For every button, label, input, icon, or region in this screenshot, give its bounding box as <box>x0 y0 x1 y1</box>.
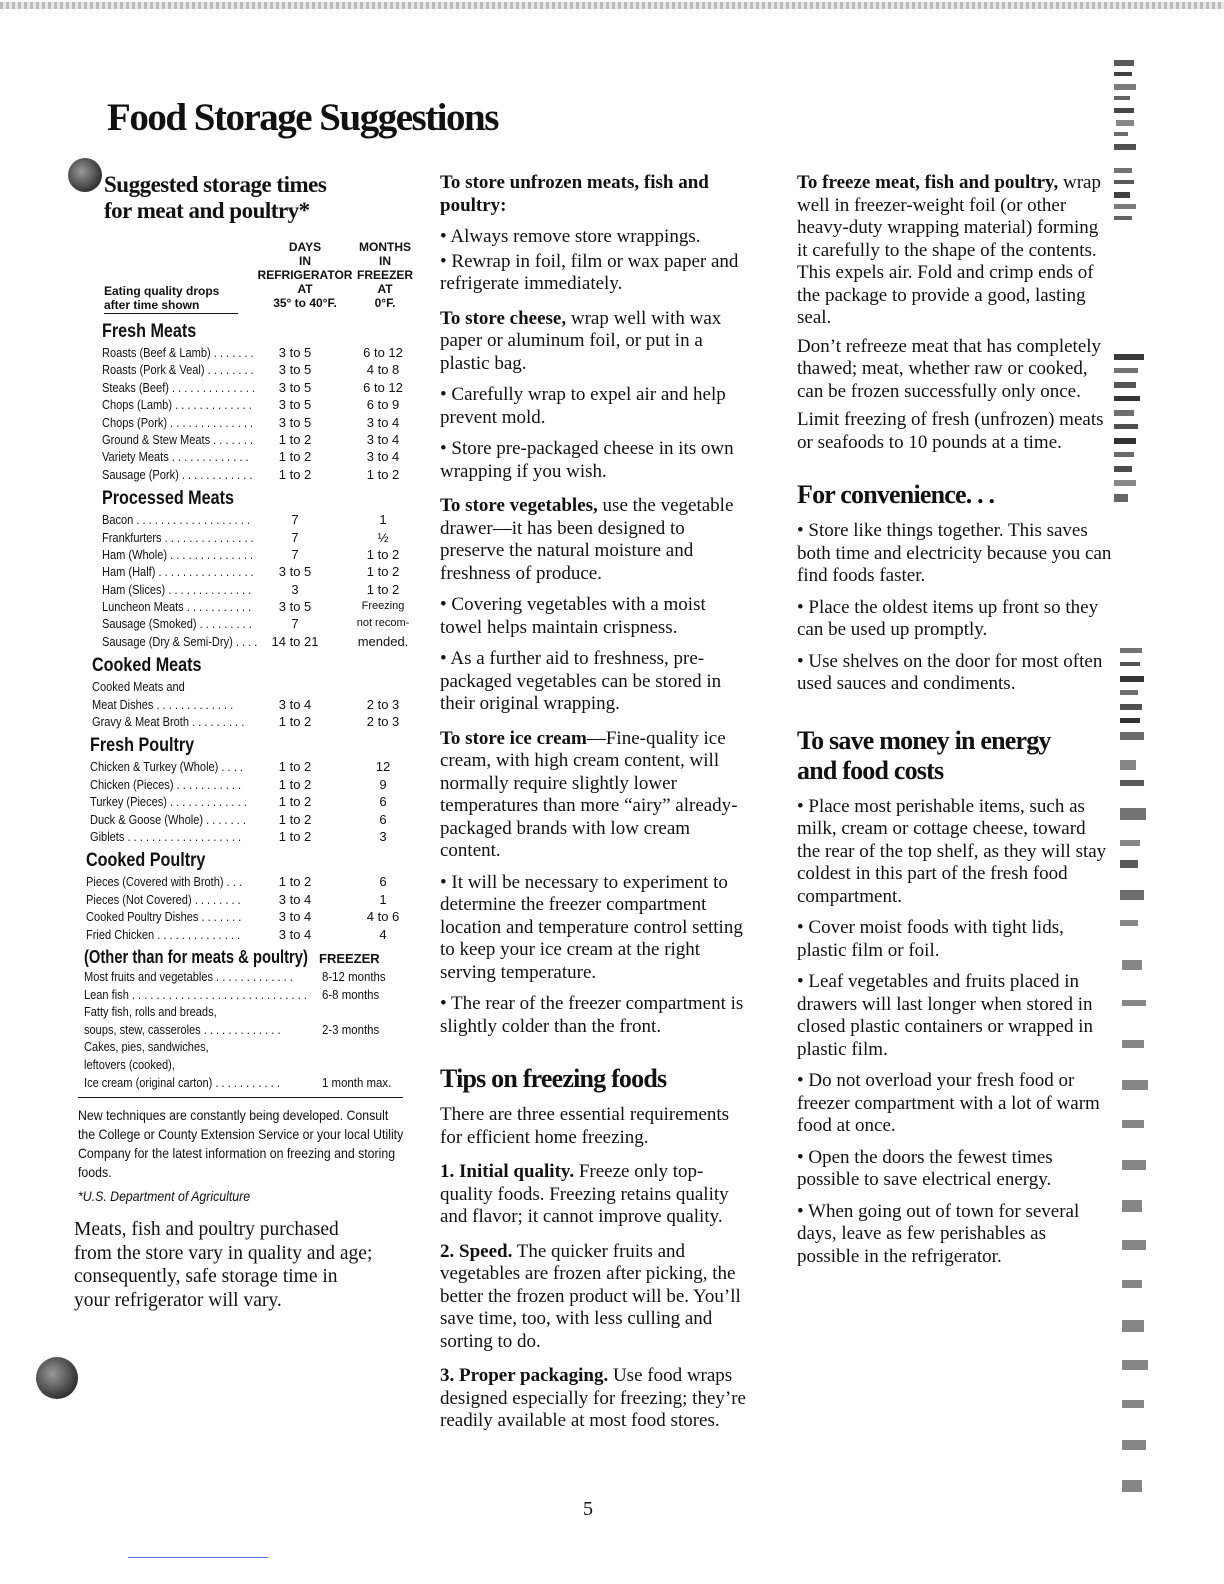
row-days: 1 to 2 <box>278 431 312 447</box>
save-bullet-2: • Cover moist foods with tight lids, plastic film or foil. <box>797 917 1064 961</box>
months-column-header: MONTHS IN FREEZER AT 0°F. <box>356 240 413 310</box>
row-item: Variety Meats . . . . . . . . . . . . . <box>102 449 249 465</box>
usda-footnote: *U.S. Department of Agriculture <box>78 1188 251 1205</box>
scan-mark <box>1114 108 1134 113</box>
row-days: 7 <box>291 529 299 545</box>
table-row <box>72 713 407 730</box>
row-days: 1 to 2 <box>278 449 312 465</box>
row-months: 4 to 6 <box>366 909 400 925</box>
save-bullet-6: • When going out of town for several days, leave as few perishables as possible in the refrigerator. <box>797 1200 1080 1267</box>
category-heading: Cooked Meats <box>92 655 202 677</box>
other-food-row <box>84 1003 407 1021</box>
scan-mark <box>1122 1240 1146 1250</box>
scan-mark <box>1114 192 1130 198</box>
techniques-note: New techniques are constantly being developed. Consult the College or County Extension Service or your local Utility Company for the latest information on freezing and storing foods. <box>78 1107 404 1181</box>
row-months: ½ <box>377 529 389 545</box>
scan-mark <box>1114 144 1136 150</box>
row-item: Sausage (Dry & Semi-Dry) . . . . <box>102 633 258 649</box>
refreeze-paragraph: Don’t refreeze meat that has completely thawed; meat, whether raw or cooked, can be frozen successfully only once. <box>797 335 1102 402</box>
freeze-paragraph: To freeze meat, fish and poultry, wrap well in freezer-weight foil (or other heavy-duty wrapping material) forming it carefully to the shape of the contents. This expels air. Fold and crimp ends of the package to provide a good, lasting seal. <box>797 172 1101 328</box>
scan-mark <box>1122 1280 1142 1288</box>
heading-line-1: Suggested storage times <box>104 172 327 197</box>
other-freezer-label: FREEZER <box>319 950 380 966</box>
row-days: 1 to 2 <box>278 794 312 810</box>
bullet-dot-icon <box>68 158 102 192</box>
table-row <box>72 466 407 483</box>
other-food-item: soups, stew, casseroles . . . . . . . . . . . . . <box>84 1021 281 1037</box>
scan-mark <box>1120 718 1140 723</box>
table-row <box>72 758 407 775</box>
row-months: 3 to 4 <box>366 449 400 465</box>
row-months: 6 <box>379 874 387 890</box>
table-row <box>72 563 407 580</box>
row-item: Bacon . . . . . . . . . . . . . . . . . . . <box>102 512 251 528</box>
other-food-time: 2-3 months <box>322 1021 380 1037</box>
row-months: mended. <box>357 633 409 649</box>
row-item: Ham (Whole) . . . . . . . . . . . . . . <box>102 546 254 562</box>
page-title: Food Storage Suggestions <box>107 96 498 139</box>
scan-mark <box>1122 1000 1146 1006</box>
row-item: Meat Dishes . . . . . . . . . . . . . <box>92 696 234 712</box>
row-item: Chicken & Turkey (Whole) . . . . <box>90 759 243 775</box>
row-days: 1 to 2 <box>278 874 312 890</box>
save-bullet-4: • Do not overload your fresh food or freezer compartment with a lot of warm food at once. <box>797 1070 1100 1136</box>
table-row <box>72 546 407 563</box>
row-item: Chops (Lamb) . . . . . . . . . . . . . <box>102 397 252 413</box>
table-row <box>72 908 407 925</box>
scan-mark <box>1120 760 1136 770</box>
scan-mark <box>1120 662 1140 666</box>
scan-mark <box>1114 60 1134 66</box>
row-months: 4 to 8 <box>366 362 400 378</box>
scan-mark <box>1114 396 1140 401</box>
row-days: 14 to 21 <box>271 633 319 649</box>
scan-edge-strip <box>1112 40 1224 1584</box>
scan-mark <box>1114 216 1132 220</box>
category-heading: Processed Meats <box>102 488 234 510</box>
row-days: 3 to 4 <box>278 926 312 942</box>
scan-mark <box>1114 132 1128 136</box>
vegetables-bullet-1: • Covering vegetables with a moist towel helps maintain crispness. <box>440 594 706 638</box>
row-days: 3 to 4 <box>278 891 312 907</box>
category-heading: Fresh Meats <box>102 321 197 342</box>
row-item: Ham (Slices) . . . . . . . . . . . . . . <box>102 581 252 597</box>
scan-mark <box>1122 960 1142 970</box>
tip-initial-quality: 1. Initial quality. Freeze only top-quality foods. Freezing retains quality and flavor; it cannot improve quality. <box>440 1161 729 1227</box>
row-item: Pieces (Covered with Broth) . . . <box>86 874 242 890</box>
row-item: Sausage (Smoked) . . . . . . . . . <box>102 616 252 632</box>
scan-mark <box>1122 1440 1146 1450</box>
cheese-heading: To store cheese, <box>440 307 567 329</box>
cheese-bullet-1: • Carefully wrap to expel air and help prevent mold. <box>440 384 726 428</box>
row-months: 3 <box>379 828 387 844</box>
row-item: Pieces (Not Covered) . . . . . . . . <box>86 891 241 907</box>
scan-mark <box>1114 382 1136 388</box>
row-days: 3 to 5 <box>278 564 312 580</box>
convenience-bullet-3: • Use shelves on the door for most often used sauces and condiments. <box>797 650 1103 694</box>
scan-mark <box>1122 1360 1148 1370</box>
scan-mark <box>1122 1040 1144 1048</box>
storage-times-column <box>72 172 413 1312</box>
row-months: 1 <box>379 891 387 907</box>
scan-mark <box>1114 438 1136 444</box>
scan-mark <box>1116 120 1134 126</box>
convenience-bullet-1: • Store like things together. This saves both time and electricity because you can find foods faster. <box>797 520 1112 586</box>
row-months: 9 <box>379 776 387 792</box>
other-food-time: 1 month max. <box>322 1074 392 1090</box>
scan-mark <box>1114 168 1132 173</box>
days-column-header: DAYS IN REFRIGERATOR AT 35° to 40°F. <box>257 240 353 310</box>
save-bullet-3: • Leaf vegetables and fruits placed in drawers will last longer when stored in closed plastic containers or wrapped in plastic film. <box>797 971 1093 1060</box>
row-item: Cooked Meats and <box>92 679 185 695</box>
other-food-time: 8-12 months <box>322 968 386 984</box>
ice-cream-heading: To store ice cream <box>440 727 587 749</box>
cheese-paragraph: To store cheese, wrap well with wax paper or aluminum foil, or put in a plastic bag. <box>440 307 722 374</box>
row-item: Giblets . . . . . . . . . . . . . . . . . . . <box>90 828 242 844</box>
table-row <box>72 776 407 793</box>
row-months: 1 to 2 <box>366 581 400 597</box>
scan-mark <box>1114 180 1134 184</box>
table-column-headers <box>72 240 413 316</box>
vegetables-paragraph: To store vegetables, use the vegetable drawer—it has been designed to preserve the natural moisture and freshness of produce. <box>440 495 734 584</box>
row-item: Turkey (Pieces) . . . . . . . . . . . . . <box>90 794 247 810</box>
table-row <box>72 448 407 465</box>
storage-categories <box>72 320 410 943</box>
unfrozen-bullet-1: • Always remove store wrappings. <box>440 226 701 247</box>
convenience-bullet-2: • Place the oldest items up front so they can be used up promptly. <box>797 596 1099 640</box>
scan-mark <box>1114 480 1136 486</box>
other-food-item: Fatty fish, rolls and breads, <box>84 1004 217 1020</box>
row-months: 6 to 12 <box>363 345 403 360</box>
tips-heading: Tips on freezing foods <box>440 1064 667 1093</box>
table-row <box>72 891 407 908</box>
table-row <box>72 828 407 845</box>
tip-speed: 2. Speed. The quicker fruits and vegetables are frozen after picking, the better the frozen product will be. You’ll save time, too, with less culling and sorting to do. <box>440 1240 741 1352</box>
row-days: 1 to 2 <box>278 466 312 482</box>
row-months: 3 to 4 <box>366 431 400 447</box>
scan-mark <box>1120 840 1140 846</box>
scan-mark <box>1114 84 1136 90</box>
scan-mark <box>1120 808 1146 820</box>
scan-mark <box>1114 72 1132 76</box>
table-row <box>72 414 407 431</box>
other-food-row <box>84 1038 407 1056</box>
scan-mark <box>1120 920 1138 926</box>
table-row <box>72 581 407 598</box>
page-number: 5 <box>583 1498 593 1520</box>
other-food-row <box>84 1074 407 1092</box>
scan-mark <box>1114 466 1132 472</box>
category-heading: Cooked Poultry <box>86 850 206 872</box>
vegetables-heading: To store vegetables, <box>440 495 598 516</box>
row-months: not recom- <box>356 617 410 630</box>
table-row <box>72 511 407 528</box>
row-months: 1 to 2 <box>366 466 400 482</box>
category-heading: Fresh Poultry <box>90 735 195 757</box>
row-days: 3 to 5 <box>278 414 312 430</box>
row-days: 3 to 5 <box>278 599 312 615</box>
scan-mark <box>1114 204 1136 209</box>
tips-intro: There are three essential requirements for efficient home freezing. <box>440 1104 730 1148</box>
storage-tips-column <box>440 172 752 1442</box>
row-item: Gravy & Meat Broth . . . . . . . . . <box>92 714 245 730</box>
storage-times-heading <box>104 172 407 224</box>
vegetables-bullet-2: • As a further aid to freshness, pre-packaged vegetables can be stored in their original wrapping. <box>440 648 722 714</box>
scan-mark <box>1120 780 1144 786</box>
scan-mark <box>1114 368 1138 373</box>
save-money-heading: To save money in energy and food costs <box>797 725 1051 785</box>
other-food-row <box>84 968 407 986</box>
freeze-heading: To freeze meat, fish and poultry, <box>797 172 1059 193</box>
row-item: Roasts (Pork & Veal) . . . . . . . . <box>102 362 254 378</box>
row-months: 12 <box>375 759 391 775</box>
table-row <box>72 873 407 890</box>
row-months: 2 to 3 <box>366 696 400 712</box>
row-months: 4 <box>379 926 387 942</box>
row-months: 1 to 2 <box>366 564 400 580</box>
table-row <box>72 678 407 695</box>
scan-mark <box>1114 452 1134 457</box>
convenience-heading: For convenience. . . <box>797 480 995 509</box>
table-row <box>72 431 407 448</box>
storage-body-text: Meats, fish and poultry purchased from the store vary in quality and age; consequently, safe storage time in your refrigerator will vary. <box>74 1219 373 1311</box>
scan-mark <box>1114 424 1138 429</box>
table-row <box>72 598 407 615</box>
row-months: 6 to 9 <box>366 397 400 413</box>
row-days: 7 <box>291 512 299 528</box>
other-food-item: Most fruits and vegetables . . . . . . . . . . . . . <box>84 968 293 984</box>
row-item: Chicken (Pieces) . . . . . . . . . . . <box>90 776 242 792</box>
scan-mark <box>1114 494 1128 502</box>
table-row <box>72 396 407 413</box>
row-months: 6 <box>379 811 387 827</box>
row-days: 7 <box>291 616 299 632</box>
table-end-rule <box>78 1097 403 1098</box>
other-heading-text: (Other than for meats & poultry) <box>84 946 308 967</box>
scan-mark <box>1122 1160 1146 1170</box>
row-item: Ground & Stew Meats . . . . . . . <box>102 431 254 447</box>
row-months: 3 to 4 <box>366 414 400 430</box>
scan-mark <box>1122 1080 1148 1090</box>
row-months: 1 <box>379 512 387 528</box>
row-days: 3 to 5 <box>278 345 312 360</box>
table-row <box>72 344 407 361</box>
row-days: 3 to 5 <box>278 379 312 395</box>
row-days: 1 to 2 <box>278 828 312 844</box>
row-days: 1 to 2 <box>278 714 312 730</box>
row-months: 1 to 2 <box>366 546 400 562</box>
eating-quality-note: Eating quality drops after time shown <box>104 284 238 314</box>
table-row <box>72 529 407 546</box>
scan-mark <box>1120 704 1142 710</box>
table-row <box>72 633 407 650</box>
margin-dot-icon <box>36 1357 78 1399</box>
scan-mark <box>1120 690 1138 695</box>
row-days: 3 to 4 <box>278 696 312 712</box>
row-item: Cooked Poultry Dishes . . . . . . . <box>86 909 242 925</box>
table-row <box>72 926 407 943</box>
table-row <box>72 379 407 396</box>
bottom-blue-rule <box>128 1557 268 1558</box>
row-days: 3 to 5 <box>278 397 312 413</box>
other-food-time: 6-8 months <box>322 986 380 1002</box>
ice-cream-bullet-2: • The rear of the freezer compartment is slightly colder than the front. <box>440 993 744 1037</box>
row-item: Sausage (Pork) . . . . . . . . . . . . <box>102 466 253 482</box>
row-item: Chops (Pork) . . . . . . . . . . . . . . <box>102 414 254 430</box>
ice-cream-bullet-1: • It will be necessary to experiment to determine the freezer compartment location and temperature control setting to keep your ice cream at the right serving temperature. <box>440 871 743 983</box>
row-days: 3 <box>291 581 299 597</box>
row-days: 7 <box>291 546 299 562</box>
cheese-bullet-2: • Store pre-packaged cheese in its own wrapping if you wish. <box>440 438 734 482</box>
save-bullet-5: • Open the doors the fewest times possible to save electrical energy. <box>797 1146 1053 1190</box>
scan-mark <box>1114 410 1134 416</box>
other-food-row <box>84 1056 407 1074</box>
top-scan-rule <box>0 2 1224 9</box>
save-bullet-1: • Place most perishable items, such as milk, cream or cottage cheese, toward the rear of the top shelf, as they will stay coldest in this part of the fresh food compartment. <box>797 795 1107 907</box>
unfrozen-bullet-2: • Rewrap in foil, film or wax paper and refrigerate immediately. <box>440 250 739 294</box>
row-days: 1 to 2 <box>278 776 312 792</box>
heading-line-2: for meat and poultry* <box>104 198 310 223</box>
scan-mark <box>1120 676 1144 682</box>
table-row <box>72 793 407 810</box>
row-days: 3 to 4 <box>278 909 312 925</box>
limit-paragraph: Limit freezing of fresh (unfrozen) meats or seafoods to 10 pounds at a time. <box>797 409 1104 453</box>
row-months: 6 <box>379 794 387 810</box>
row-days: 1 to 2 <box>278 811 312 827</box>
scan-mark <box>1122 1320 1144 1332</box>
other-food-row <box>84 986 407 1004</box>
row-months: Freezing <box>361 600 405 613</box>
scan-mark <box>1120 732 1144 740</box>
row-days: 3 to 5 <box>278 362 312 378</box>
row-item: Fried Chicken . . . . . . . . . . . . . . <box>86 926 241 942</box>
row-months: 2 to 3 <box>366 714 400 730</box>
table-row <box>72 615 410 632</box>
tip-packaging: 3. Proper packaging. Use food wraps designed especially for freezing; they’re readily available at most food stores. <box>440 1365 746 1431</box>
scan-mark <box>1122 1200 1142 1212</box>
scan-mark <box>1114 96 1130 100</box>
row-months: 6 to 12 <box>363 379 403 395</box>
ice-cream-paragraph: To store ice cream—Fine-quality ice cream, with high cream content, will normally require slightly lower temperatures than more “airy” already-packaged brands with low cream content. <box>440 727 738 861</box>
row-item: Ham (Half) . . . . . . . . . . . . . . . . <box>102 564 254 580</box>
unfrozen-heading: To store unfrozen meats, fish and poultry: <box>440 172 709 216</box>
other-foods-heading <box>84 947 407 968</box>
table-row <box>72 361 407 378</box>
other-food-item: leftovers (cooked), <box>84 1056 175 1072</box>
other-foods-list <box>84 968 407 1091</box>
other-food-item: Lean fish . . . . . . . . . . . . . . . . . . . . . . . . . . . . . <box>84 986 307 1002</box>
other-food-row <box>84 1021 407 1039</box>
table-row <box>72 811 407 828</box>
table-row <box>72 696 407 713</box>
scan-mark <box>1122 1400 1144 1408</box>
scan-mark <box>1120 648 1142 653</box>
row-item: Frankfurters . . . . . . . . . . . . . . . <box>102 529 254 545</box>
other-food-item: Ice cream (original carton) . . . . . . . . . . . <box>84 1074 280 1090</box>
scan-mark <box>1120 890 1144 900</box>
row-item: Luncheon Meats . . . . . . . . . . . <box>102 599 252 615</box>
row-item: Duck & Goose (Whole) . . . . . . . <box>90 811 246 827</box>
scan-mark <box>1122 1480 1142 1492</box>
scan-mark <box>1122 1120 1144 1128</box>
row-item: Roasts (Beef & Lamb) . . . . . . . <box>102 345 254 360</box>
scan-mark <box>1120 860 1138 868</box>
row-item: Steaks (Beef) . . . . . . . . . . . . . . <box>102 379 255 395</box>
other-food-item: Cakes, pies, sandwiches, <box>84 1039 209 1055</box>
storage-table <box>72 240 413 1098</box>
scan-mark <box>1114 354 1144 360</box>
row-days: 1 to 2 <box>278 759 312 775</box>
freezing-column <box>797 172 1112 1277</box>
